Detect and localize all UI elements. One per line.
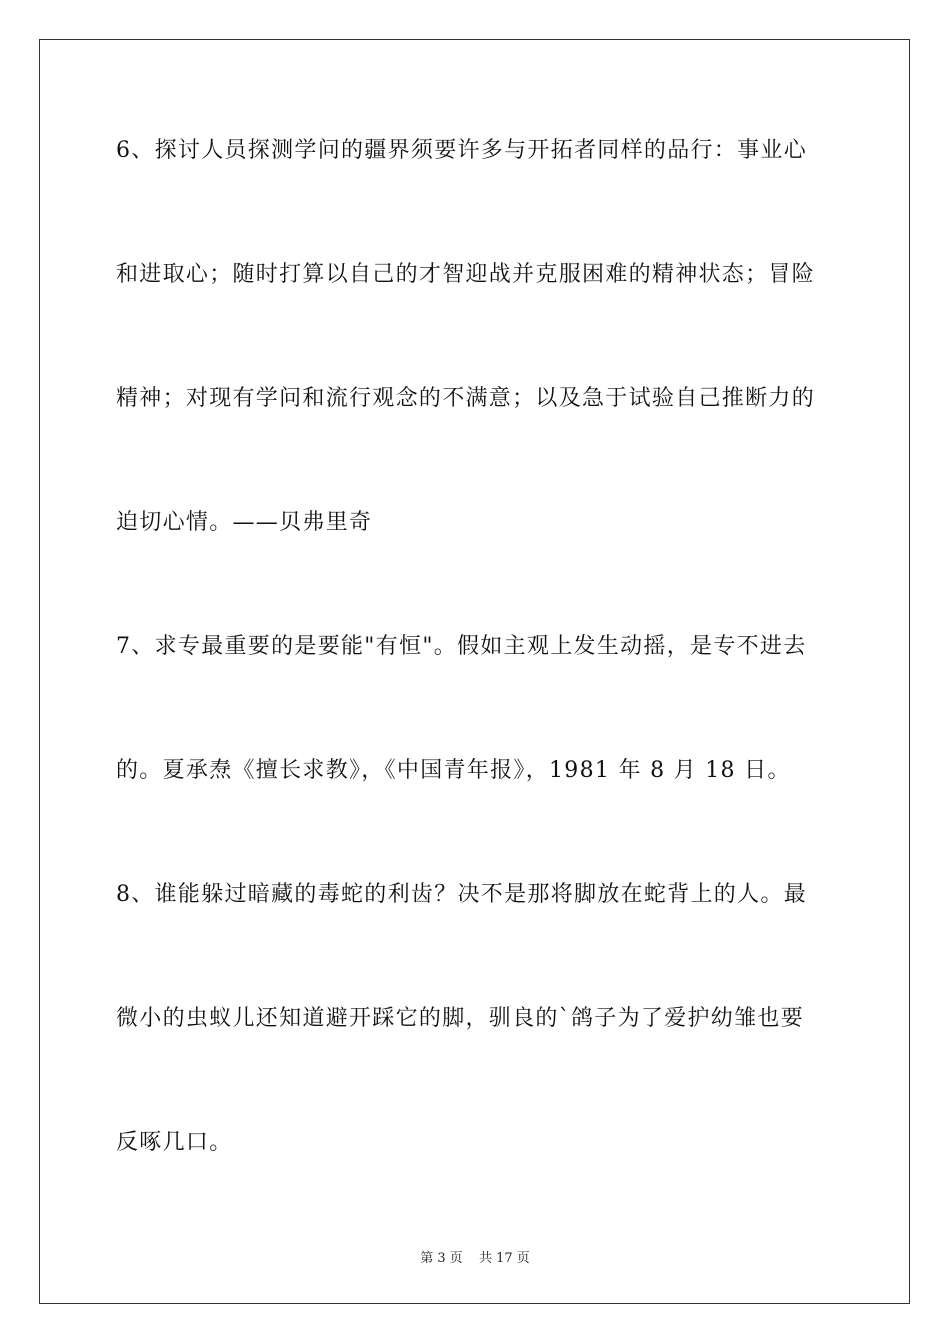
text-line: 6、探讨人员探测学问的疆界须要许多与开拓者同样的品行：事业心 — [116, 138, 807, 163]
text-line: 精神；对现有学问和流行观念的不满意；以及急于试验自己推断力的 — [116, 386, 816, 411]
text-line: 反啄几口。 — [116, 1130, 233, 1155]
text-line: 和进取心；随时打算以自己的才智迎战并克服困难的精神状态；冒险 — [116, 262, 816, 287]
text-line: 迫切心情。——贝弗里奇 — [116, 510, 373, 535]
page-footer — [0, 1247, 950, 1266]
text-line: 8、谁能躲过暗藏的毒蛇的利齿？决不是那将脚放在蛇背上的人。最 — [116, 882, 807, 907]
page-number: 第 3 页 — [420, 1251, 463, 1266]
text-line: 微小的虫蚁儿还知道避开踩它的脚，驯良的`鸽子为了爱护幼雏也要 — [116, 1006, 805, 1031]
page-total: 共 17 页 — [478, 1251, 530, 1266]
text-line: 的。夏承焘《擅长求教》，《中国青年报》，1981 年 8 月 18 日。 — [116, 758, 791, 783]
page-border — [39, 39, 910, 1304]
text-line: 7、求专最重要的是要能"有恒"。假如主观上发生动摇，是专不进去 — [116, 634, 807, 659]
